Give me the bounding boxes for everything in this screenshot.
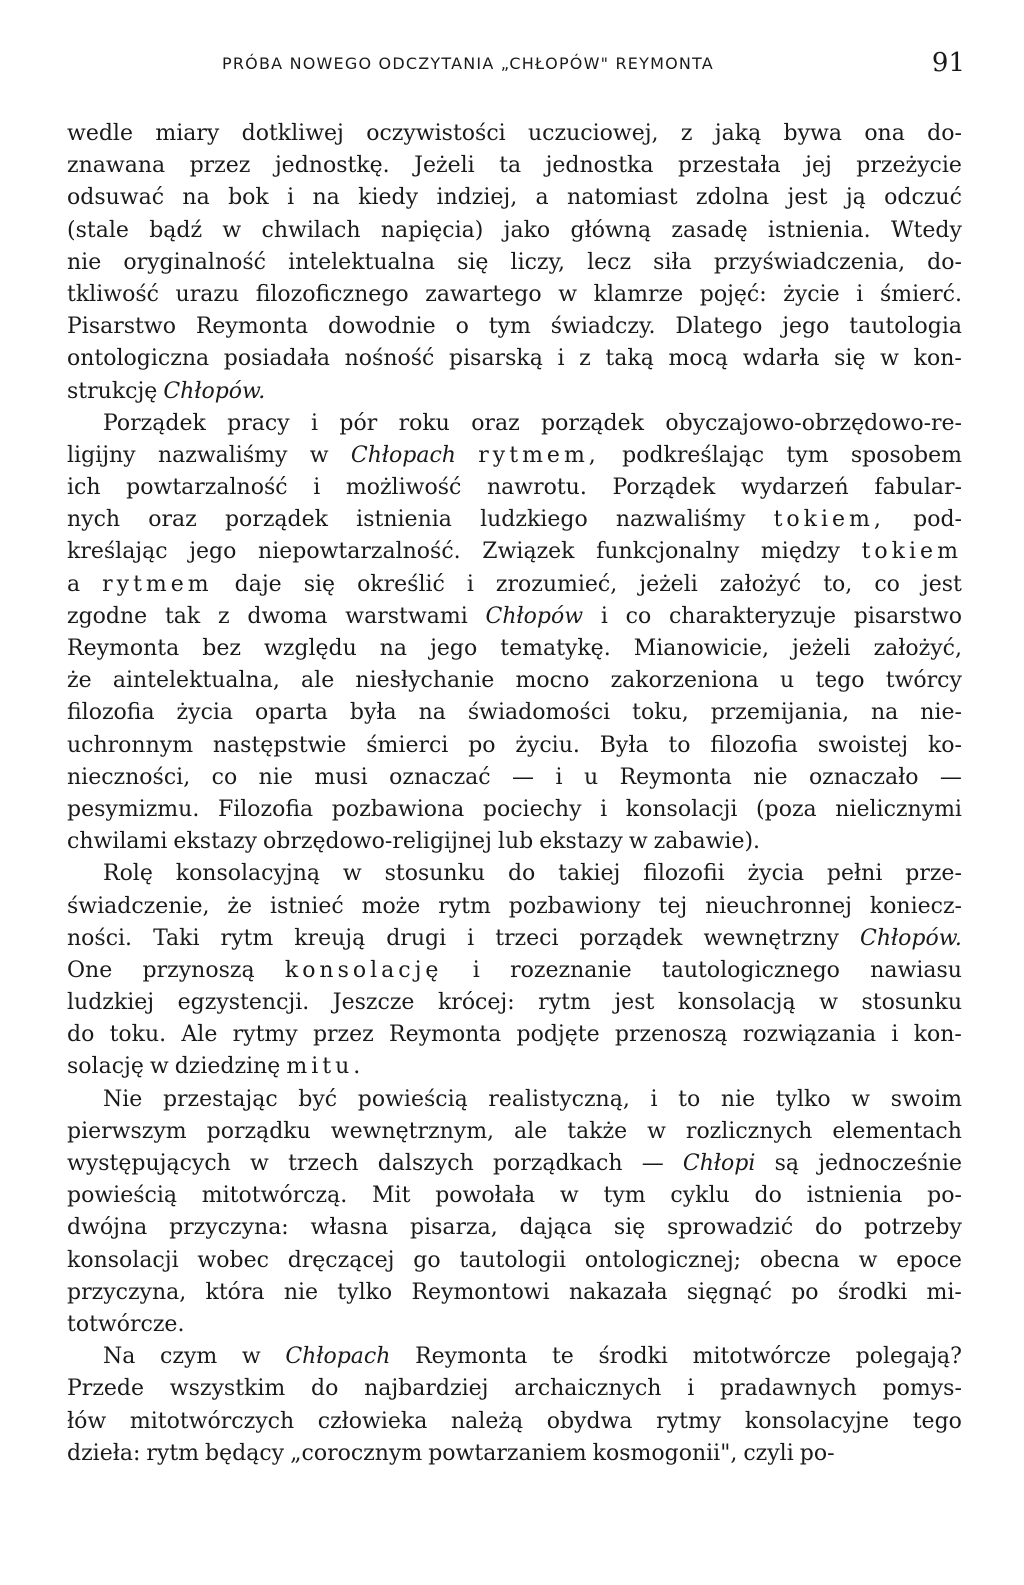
page-number: 91: [931, 48, 965, 78]
text-line: znawana przez jednostkę. Jeżeli ta jednostka przestała jej przeżycie: [67, 153, 962, 179]
book-page: [67, 48, 967, 1466]
text-line: ludzkiej egzystencji. Jeszcze krócej: rytm jest konsolacją w stosunku: [67, 990, 962, 1016]
text-line: do toku. Ale rytmy przez Reymonta podjęte przenoszą rozwiązania i kon-: [67, 1022, 962, 1048]
text-line: Nie przestając być powieścią realistyczną, i to nie tylko w swoim: [103, 1086, 962, 1112]
text-line: pierwszym porządku wewnętrznym, ale także w rozlicznych elementach: [67, 1118, 962, 1144]
text-line: nych oraz porządek istnienia ludzkiego nazwaliśmy tokiem, pod-: [67, 507, 962, 533]
text-line: ligijny nazwaliśmy w Chłopach rytmem, podkreślając tym sposobem: [67, 442, 962, 468]
text-line: Porządek pracy i pór roku oraz porządek obyczajowo-obrzędowo-re-: [103, 410, 962, 436]
text-line: One przynoszą konsolację i rozeznanie tautologicznego nawiasu: [67, 957, 962, 983]
text-line: totwórcze.: [67, 1311, 185, 1337]
page-header: [67, 50, 967, 90]
text-line: dzieła: rytm będący „corocznym powtarzaniem kosmogonii", czyli po-: [67, 1440, 835, 1466]
text-line: konsolacji wobec dręczącej go tautologii ontologicznej; obecna w epoce: [67, 1247, 962, 1273]
text-line: filozofia życia oparta była na świadomości toku, przemijania, na nie-: [67, 700, 962, 726]
text-line: łów mitotwórczych człowieka należą obydwa rytmy konsolacyjne tego: [67, 1408, 962, 1434]
text-line: kreślając jego niepowtarzalność. Związek funkcjonalny między tokiem: [67, 539, 962, 565]
text-line: pesymizmu. Filozofia pozbawiona pociechy i konsolacji (poza nielicznymi: [67, 796, 962, 822]
text-line: świadczenie, że istnieć może rytm pozbawiony tej nieuchronnej koniecz-: [67, 893, 962, 919]
text-line: powieścią mitotwórczą. Mit powołała w tym cyklu do istnienia po-: [67, 1183, 962, 1209]
text-line: ontologiczna posiadała nośność pisarską i z taką mocą wdarła się w kon-: [67, 346, 962, 372]
text-line: (stale bądź w chwilach napięcia) jako główną zasadę istnienia. Wtedy: [67, 217, 962, 243]
text-line: zgodne tak z dwoma warstwami Chłopów i co charakteryzuje pisarstwo: [67, 603, 962, 629]
text-line: ności. Taki rytm kreują drugi i trzeci porządek wewnętrzny Chłopów.: [67, 925, 962, 951]
text-line: Rolę konsolacyjną w stosunku do takiej filozofii życia pełni prze-: [103, 861, 962, 887]
paragraph: [67, 1084, 962, 1342]
body-text: [67, 118, 962, 1470]
text-line: chwilami ekstazy obrzędowo-religijnej lub ekstazy w zabawie).: [67, 829, 761, 855]
text-line: odsuwać na bok i na kiedy indziej, a natomiast zdolna jest ją odczuć: [67, 185, 962, 211]
running-title: PRÓBA NOWEGO ODCZYTANIA „CHŁOPÓW" REYMONTA: [222, 54, 714, 73]
text-line: strukcję Chłopów.: [67, 378, 266, 404]
text-line: nie oryginalność intelektualna się liczy, lecz siła przyświadczenia, do-: [67, 249, 962, 275]
paragraph: [67, 408, 962, 859]
text-line: Na czym w Chłopach Reymonta te środki mitotwórcze polegają?: [103, 1344, 962, 1370]
text-line: występujących w trzech dalszych porządkach — Chłopi są jednocześnie: [67, 1151, 962, 1176]
text-line: nieczności, co nie musi oznaczać — i u Reymonta nie oznaczało —: [67, 764, 962, 790]
text-line: a rytmem daje się określić i zrozumieć, jeżeli założyć to, co jest: [67, 571, 962, 597]
text-line: solację w dziedzinę mitu.: [67, 1054, 365, 1080]
text-line: uchronnym następstwie śmierci po życiu. Była to filozofia swoistej ko-: [67, 732, 962, 758]
text-line: przyczyna, która nie tylko Reymontowi nakazała sięgnąć po środki mi-: [67, 1279, 962, 1305]
text-line: ich powtarzalność i możliwość nawrotu. Porządek wydarzeń fabular-: [67, 475, 962, 501]
text-line: tkliwość urazu filozoficznego zawartego w klamrze pojęć: życie i śmierć.: [67, 281, 962, 307]
text-line: Przede wszystkim do najbardziej archaicznych i pradawnych pomys-: [67, 1376, 962, 1402]
paragraph: [67, 858, 962, 1083]
text-line: wedle miary dotkliwej oczywistości uczuciowej, z jaką bywa ona do-: [67, 121, 962, 146]
text-line: że aintelektualna, ale niesłychanie mocno zakorzeniona u tego twórcy: [67, 668, 962, 694]
text-line: Reymonta bez względu na jego tematykę. Mianowicie, jeżeli założyć,: [67, 636, 962, 661]
text-line: dwójna przyczyna: własna pisarza, dająca się sprowadzić do potrzeby: [67, 1215, 962, 1241]
text-line: Pisarstwo Reymonta dowodnie o tym świadczy. Dlatego jego tautologia: [67, 314, 962, 340]
paragraph: [67, 1341, 962, 1470]
paragraph: [67, 118, 962, 408]
